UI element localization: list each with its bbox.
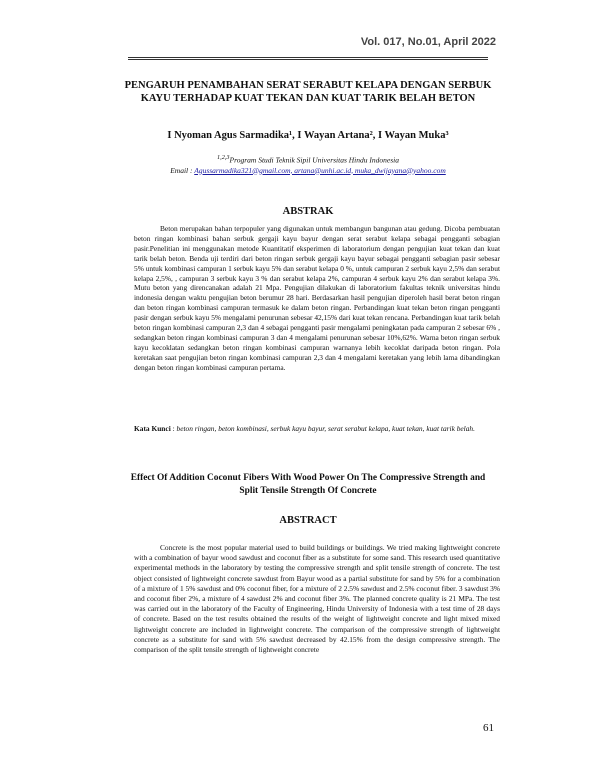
abstrak-heading: ABSTRAK <box>282 206 334 217</box>
affiliation-email-line <box>100 166 516 176</box>
abstract-body: Concrete is the most popular material used to build buildings or buildings. We tried making lightweight concrete with a combination of bayur wood sawdust and coconut fiber as a substitute for some sand. This research used quantitative experimental methods in the laboratory by testing the compressive strength and split tensile strength of concrete. The test object consisted of lightweight concrete sawdust from Bayur wood as a partial substitute for sand by 5% for a combination of a mixture of 1 5% sawdust and 0% coconut fiber, for a mixture of 2 2.5% sawdust and 2.5% coconut fiber. 3 sawdust 3% and coconut fiber 2%, a mixture of 4 sawdust 2% and coconut fiber 3%. The planned concrete quality is 21 MPa. The test was carried out in the laboratory of the Faculty of Engineering, Hindu University of Indonesia with a test time of 28 days of concrete. Based on the test results obtained the results of the weight of lightweight concrete and light mixed mixed lightweight concrete are included in lightweight concrete. The comparison of the compressive strength of lightweight concrete as a substitute for sand with 5% sawdust decreased by 42.15% from the design compressive strength. The comparison of the split tensile strength of lightweight concrete <box>134 543 500 655</box>
header-divider-top <box>128 57 488 58</box>
journal-info: Vol. 017, No.01, April 2022 <box>360 36 496 48</box>
title-english: Effect Of Addition Coconut Fibers With Wood Power On The Compressive Strength and Split Tensile Strength Of Concrete <box>130 473 486 496</box>
keywords-label: Kata Kunci <box>134 424 171 433</box>
header-divider-bottom <box>128 59 488 60</box>
keywords-indonesian <box>134 424 500 434</box>
affiliation-institution-line <box>100 153 516 166</box>
title-indonesian: PENGARUH PENAMBAHAN SERAT SERABUT KELAPA DENGAN SERBUK KAYU TERHADAP KUAT TEKAN DAN KUAT TARIK BELAH BETON <box>124 80 492 104</box>
abstract-heading: ABSTRACT <box>279 515 337 526</box>
authors: I Nyoman Agus Sarmadika¹, I Wayan Artana², I Wayan Muka³ <box>167 130 449 141</box>
email-label: Email : <box>170 165 195 175</box>
keywords-separator: : <box>170 424 177 433</box>
abstrak-body: Beton merupakan bahan terpopuler yang digunakan untuk membangun bangunan atau gedung. Dicoba pembuatan beton ringan kombinasi bahan serbuk gergaji kayu bayur dengan serat serabut kelapa sebagai pengganti sebagian pasir.Penelitian ini menggunakan metode Kuantitatif eksperimen di laboratorium dengan pengujian kuat tekan dan kuat tarik belah beton. Benda uji terdiri dari beton ringan serbuk gergaji kayu bayur sebagai pengganti sebagian pasir sebesar 5% untuk kombinasi campuran 1 serbuk kayu 5% dan serabut kelapa 0 %, untuk campuran 2 serbuk kayu 2,5% dan serabut kelapa 2,5%, , campuran 3 serbuk kayu 3 % dan serabut kelapa 2%, campuran 4 serbuk kayu 2% dan serabut kelapa 3%. Mutu beton yang direncanakan adalah 21 Mpa. Pengujian dilakukan di laboratorium fakultas teknik universitas hindu indonesia dengan waktu pengujian beton berumur 28 hari. Berdasarkan hasil pengujian diperoleh hasil berat beton ringan dan beton ringan kombinasi campuran termasuk ke dalam beton ringan. Perbandingan kuat tekan beton ringan pengganti pasir dengan serbuk kayu 5% mengalami penurunan sebesar 42,15% dari kuat tekan rencana. Perbandingan kuat tarik belah beton ringan kombinasi campuran 2,3 dan 4 sebagai pengganti pasir mengalami peningkatan pada campuran 2 sebesar 6% , sedangkan beton ringan kombinasi campuran 3 dan 4 mengalami penurunan sebesar 10%,62%. Warna beton ringan serbuk kayu kecoklatan sedangkan beton ringan kombinasi campuran warnanya lebih kecoklat daripada beton ringan. Pola keretakan saat pengujian beton ringan kombinasi campuran 2,3 dan 4 mengalami keretakan yang lebih lama dibandingkan dengan beton ringan kombinasi campuran pertama. <box>134 224 500 372</box>
affiliation <box>100 153 516 176</box>
affiliation-superscript: 1,2,3 <box>217 154 230 161</box>
page-number: 61 <box>483 722 494 734</box>
affiliation-institution: Program Studi Teknik Sipil Universitas Hindu Indonesia <box>229 155 399 165</box>
email-links[interactable]: Agussarmadika321@gmail.com, artana@unhi.ac.id, muka_dwijayana@yahoo.com <box>194 165 446 175</box>
keywords-list: beton ringan, beton kombinasi, serbuk kayu bayur, serat serabut kelapa, kuat tekan, kuat tarik belah. <box>176 424 475 433</box>
